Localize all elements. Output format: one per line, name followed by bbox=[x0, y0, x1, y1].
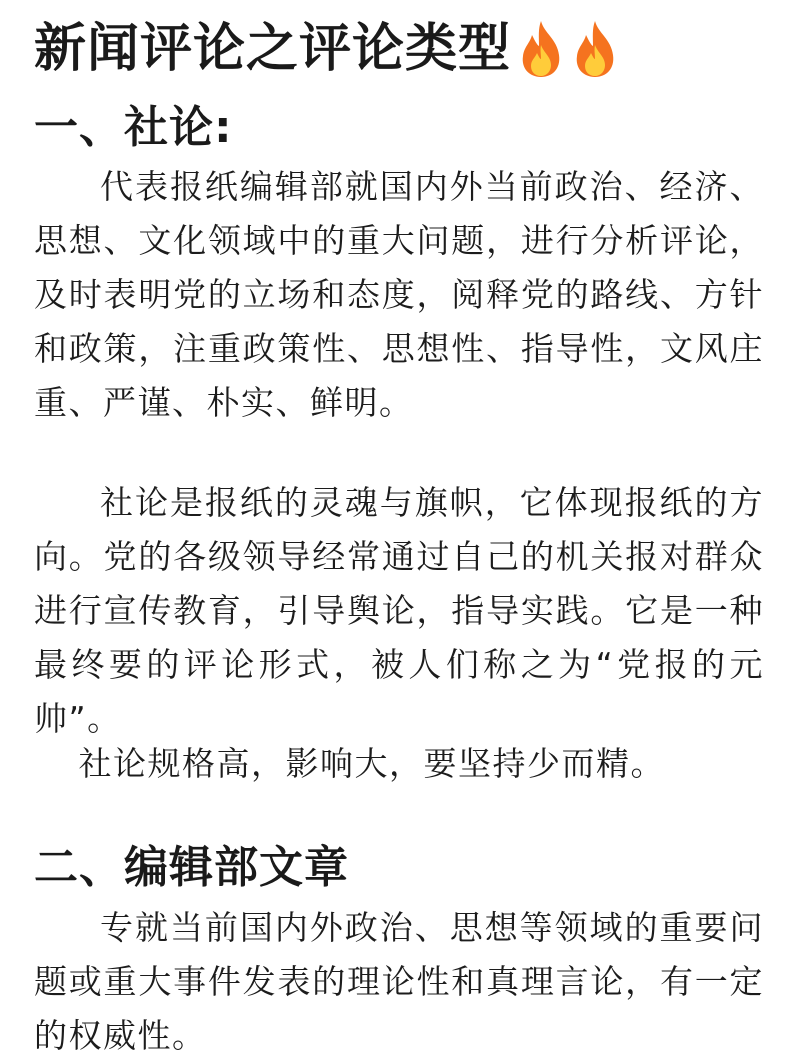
paragraph-editorial-standard: 社论规格高，影响大，要坚持少而精。 bbox=[78, 744, 666, 783]
page-title: 新闻评论之评论类型 bbox=[34, 19, 512, 79]
fire-icon bbox=[571, 19, 619, 79]
fire-icon bbox=[517, 19, 565, 79]
section-heading-editorial-article: 二、编辑部文章 bbox=[34, 842, 349, 893]
paragraph-editorial-definition: 代表报纸编辑部就国内外当前政治、经济、思想、文化领域中的重大问题，进行分析评论，及时表明党的立场和态度，阅释党的路线、方针和政策，注重政策性、思想性、指导性，文风庄重、严谨、朴实、鲜明。 bbox=[34, 167, 764, 422]
section-heading-editorial: 一、社论: bbox=[34, 102, 233, 153]
paragraph-editorial-article-definition: 专就当前国内外政治、思想等领域的重要问题或重大事件发表的理论性和真理言论，有一定的权威性。 bbox=[34, 908, 764, 1055]
title-row bbox=[34, 14, 619, 84]
paragraph-editorial-role: 社论是报纸的灵魂与旗帜，它体现报纸的方向。党的各级领导经常通过自己的机关报对群众 进行宣传教育，引导舆论，指导实践。它是一种最终要的评论形式，被人们称之为“党报的元帅”。 bbox=[34, 483, 764, 738]
